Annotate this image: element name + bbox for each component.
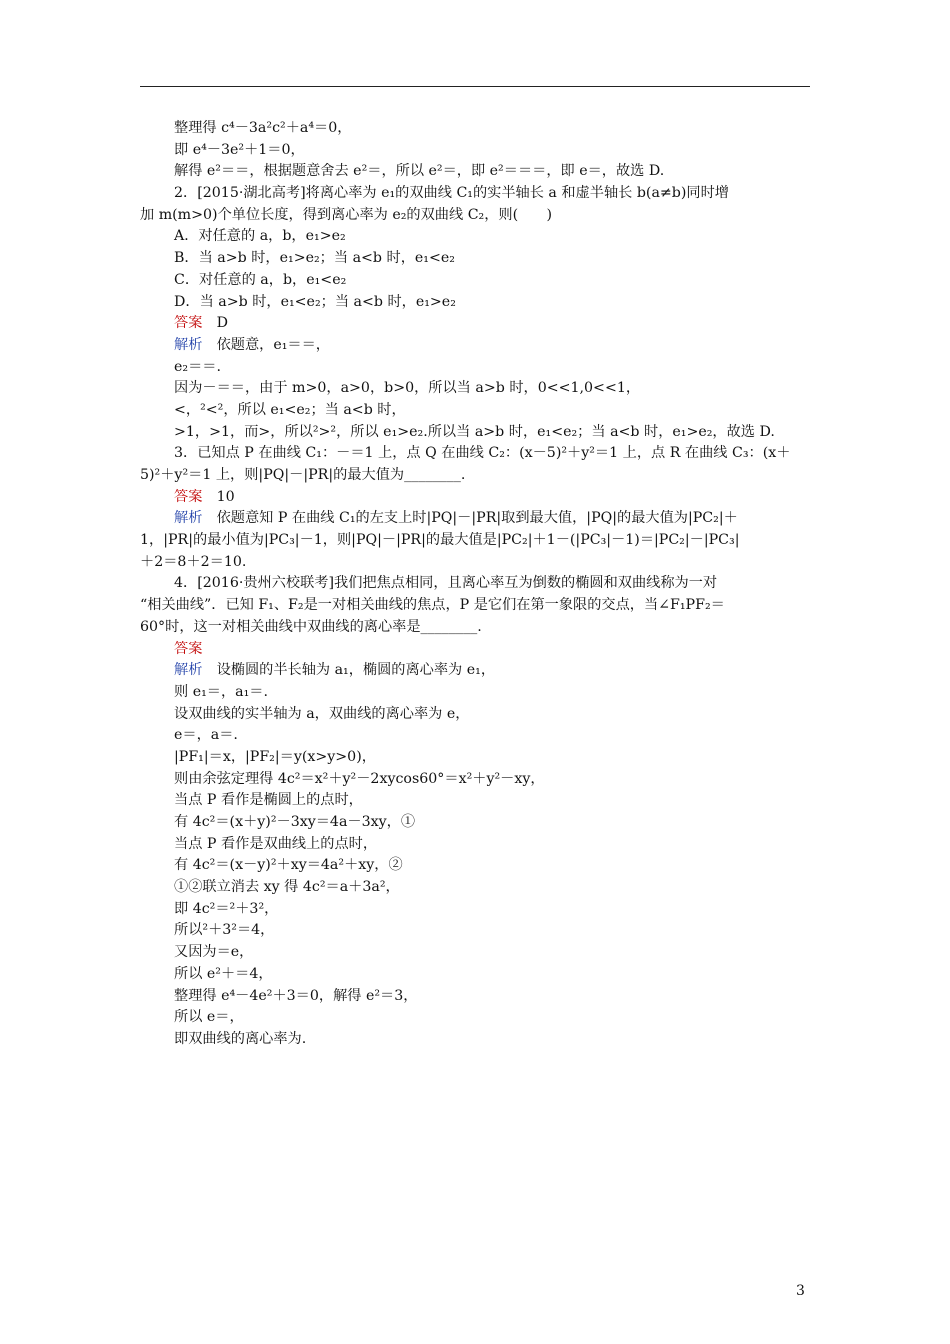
text-line [140,400,810,422]
line-text: A．对任意的 a，b，e₁>e₂ [174,228,346,245]
page-number: 3 [796,1283,805,1299]
text-line [140,292,810,314]
text-line [140,899,810,921]
text-line [140,335,810,357]
line-text: 即 4c²＝²＋3²， [174,900,279,917]
text-line [140,378,810,400]
line-text: 1，|PR|的最小值为|PC₃|－1，则|PQ|－|PR|的最大值是|PC₂|＋1－(|PC₃|－1)＝|PC₂|－|PC₃| [140,532,740,549]
text-line [140,573,810,595]
line-text: 3．已知点 P 在曲线 C₁：－＝1 上，点 Q 在曲线 C₂：(x－5)²＋y²＝1 上，点 R 在曲线 C₃：(x＋ [174,445,791,462]
text-line [140,357,810,379]
text-line [140,1007,810,1029]
answer-label: 答案 [174,640,203,657]
line-text: 5)²＋y²＝1 上，则|PQ|－|PR|的最大值为________. [140,467,466,483]
text-line [140,443,810,465]
line-text: <，²<²，所以 e₁<e₂；当 a<b 时， [174,401,406,418]
text-line [140,248,810,270]
line-text: e₂＝＝. [174,358,221,375]
text-line [140,508,810,530]
line-text: 所以²＋3²＝4， [174,922,275,939]
text-line [140,205,810,227]
text-line [140,704,810,726]
text-line [140,725,810,747]
line-text: 当点 P 看作是双曲线上的点时， [174,835,378,852]
answer-label: 答案 [174,488,203,505]
text-line [140,790,810,812]
text-line [140,270,810,292]
text-line [140,487,810,509]
text-line [140,465,810,487]
line-text: 2．[2015·湖北高考]将离心率为 e₁的双曲线 C₁的实半轴长 a 和虚半轴长 b(a≠b)同时增 [174,185,729,202]
analysis-label: 解析 [174,510,203,527]
line-text: 依题意，e₁＝＝， [202,336,330,353]
line-text: 依题意知 P 在曲线 C₁的左支上时|PQ|－|PR|取到最大值，|PQ|的最大值为|PC₂|＋ [202,510,738,527]
answer-label: 答案 [174,315,203,332]
line-text: 10 [202,488,235,505]
text-line [140,140,810,162]
text-line [140,682,810,704]
line-text: |PF₁|＝x，|PF₂|＝y(x>y>0)， [174,748,376,765]
line-text: 则由余弦定理得 4c²＝x²＋y²－2xycos60°＝x²＋y²－xy， [174,770,545,787]
text-line [140,226,810,248]
line-text: 即 e⁴－3e²＋1＝0， [174,141,305,158]
header-rule [140,86,810,87]
text-line [140,530,810,552]
line-text: >1，>1，而>，所以²>²，所以 e₁>e₂.所以当 a>b 时，e₁<e₂；当 a<b 时，e₁>e₂，故选 D. [174,423,775,440]
text-line [140,920,810,942]
line-text: 则 e₁＝，a₁＝. [174,683,268,700]
text-line [140,313,810,335]
analysis-label: 解析 [174,336,203,353]
line-text: D [202,315,228,332]
line-text: B．当 a>b 时，e₁>e₂；当 a<b 时，e₁<e₂ [174,250,455,267]
line-text: 因为－＝＝，由于 m>0，a>0，b>0，所以当 a>b 时，0<<1,0<<1， [174,380,641,397]
text-line [140,855,810,877]
line-text: 即双曲线的离心率为. [174,1030,307,1047]
line-text: 4．[2016·贵州六校联考]我们把焦点相同，且离心率互为倒数的椭圆和双曲线称为一对 [174,575,718,592]
text-line [140,964,810,986]
line-text: 整理得 e⁴－4e²＋3＝0，解得 e²＝3， [174,987,418,1004]
line-text: 加 m(m>0)个单位长度，得到离心率为 e₂的双曲线 C₂，则( ) [140,206,553,223]
line-text: ①②联立消去 xy 得 4c²＝a＋3a²， [174,879,400,896]
line-text: 解得 e²＝＝，根据题意舍去 e²＝，所以 e²＝，即 e²＝＝＝，即 e＝，故选 D. [174,163,665,180]
line-text: 所以 e＝， [174,1009,244,1026]
line-text: 有 4c²＝(x＋y)²－3xy＝4a－3xy，① [174,814,416,830]
analysis-label: 解析 [174,662,203,679]
text-line [140,769,810,791]
text-line [140,986,810,1008]
line-text: C．对任意的 a，b，e₁<e₂ [174,271,347,288]
line-text: 设双曲线的实半轴为 a，双曲线的离心率为 e， [174,705,470,722]
line-text: ＋2＝8＋2＝10. [140,553,247,570]
line-text: “相关曲线”．已知 F₁、F₂是一对相关曲线的焦点，P 是它们在第一象限的交点，当∠F₁PF₂＝ [140,597,725,614]
text-line [140,942,810,964]
line-text: e＝，a＝. [174,727,238,744]
text-line [140,552,810,574]
text-line [140,877,810,899]
text-line [140,595,810,617]
text-line [140,422,810,444]
text-line [140,812,810,834]
line-text: 所以 e²＋＝4， [174,965,273,982]
text-line [140,834,810,856]
line-text: 又因为＝e， [174,944,254,961]
text-line [140,118,810,140]
line-text: D．当 a>b 时，e₁<e₂；当 a<b 时，e₁>e₂ [174,293,456,310]
line-text: 设椭圆的半长轴为 a₁，椭圆的离心率为 e₁， [202,662,496,679]
text-line [140,747,810,769]
text-line [140,660,810,682]
line-text: 60°时，这一对相关曲线中双曲线的离心率是________. [140,618,482,635]
text-line [140,617,810,639]
line-text: 有 4c²＝(x－y)²＋xy＝4a²＋xy，② [174,857,403,874]
document-body [140,118,810,1051]
line-text: 整理得 c⁴－3a²c²＋a⁴＝0， [174,120,352,136]
line-text: 当点 P 看作是椭圆上的点时， [174,792,363,809]
text-line [140,1029,810,1051]
text-line [140,161,810,183]
text-line [140,639,810,661]
text-line [140,183,810,205]
